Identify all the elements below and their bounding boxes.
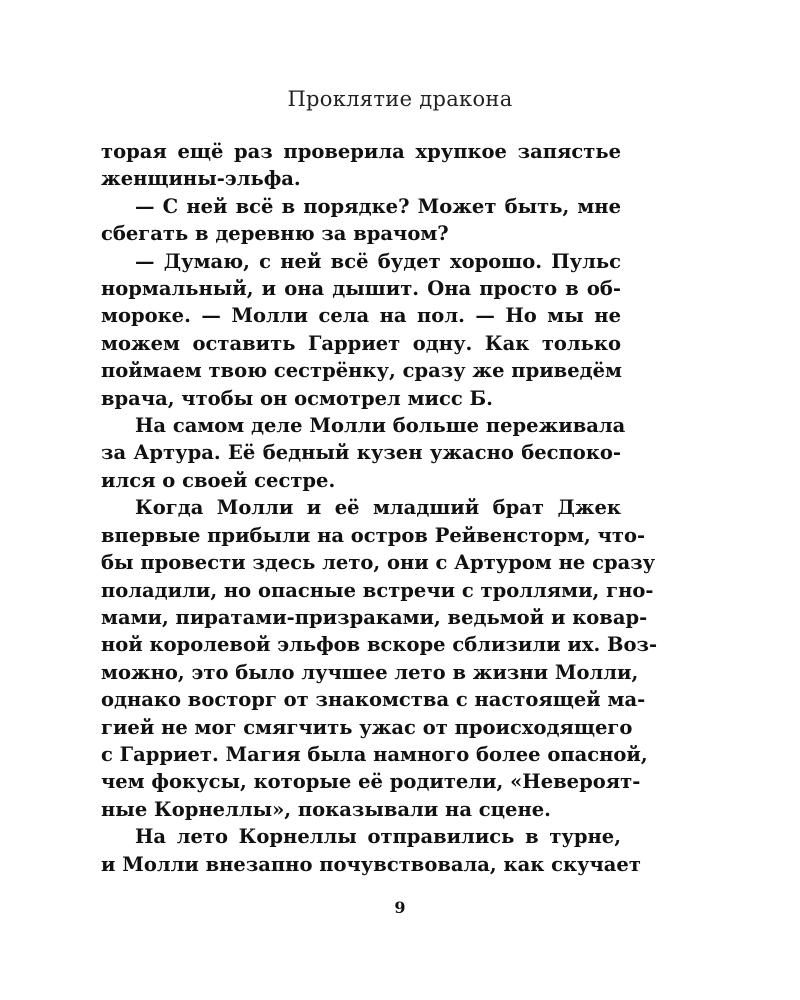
- text-line: мами, пиратами-призраками, ведьмой и ковар-: [101, 605, 648, 629]
- text-line: гией не мог смягчить ужас от происходящего: [101, 715, 633, 739]
- text-line: — Думаю, с ней всё будет хорошо. Пульс: [135, 249, 621, 273]
- text-line: врача, чтобы он осмотрел мисс Б.: [101, 386, 493, 410]
- text-line: — С ней всё в порядке? Может быть, мне: [135, 194, 621, 218]
- text-line: женщины-эльфа.: [101, 167, 301, 191]
- text-line: ился о своей сестре.: [101, 468, 336, 492]
- page-number: 9: [394, 898, 406, 917]
- text-line: На лето Корнеллы отправились в турне,: [135, 825, 621, 849]
- text-line: ной королевой эльфов вскоре сблизили их. Воз-: [101, 633, 658, 657]
- running-header: Проклятие дракона: [287, 87, 513, 111]
- text-line: сбегать в деревню за врачом?: [101, 222, 449, 246]
- text-line: впервые прибыли на остров Рейвенсторм, что-: [101, 523, 646, 547]
- text-line: торая ещё раз проверила хрупкое запястье: [101, 140, 621, 163]
- text-line: поймаем твою сестрёнку, сразу же приведём: [101, 359, 622, 383]
- text-line: за Артура. Её бедный кузен ужасно беспоко-: [101, 441, 621, 465]
- text-line: однако восторг от знакомства с настоящей ма-: [101, 688, 646, 712]
- page-body-text: [101, 138, 658, 878]
- text-line: Когда Молли и её младший брат Джек: [135, 496, 621, 520]
- text-line: чем фокусы, которые её родители, «Невероят-: [101, 770, 641, 794]
- text-line: поладили, но опасные встречи с троллями, гно-: [101, 578, 654, 602]
- text-line: можем оставить Гарриет одну. Как только: [101, 331, 621, 355]
- text-line: с Гарриет. Магия была намного более опасной,: [101, 742, 648, 766]
- text-line: и Молли внезапно почувствовала, как скучает: [101, 852, 641, 876]
- text-line: бы провести здесь лето, они с Артуром не сразу: [101, 551, 656, 575]
- text-line: На самом деле Молли больше переживала: [135, 414, 626, 438]
- text-line: можно, это было лучшее лето в жизни Молли,: [101, 660, 639, 684]
- text-line: нормальный, и она дышит. Она просто в об-: [101, 277, 621, 301]
- text-line: ные Корнеллы», показывали на сцене.: [101, 797, 551, 821]
- text-line: мороке. — Молли села на пол. — Но мы не: [101, 304, 621, 328]
